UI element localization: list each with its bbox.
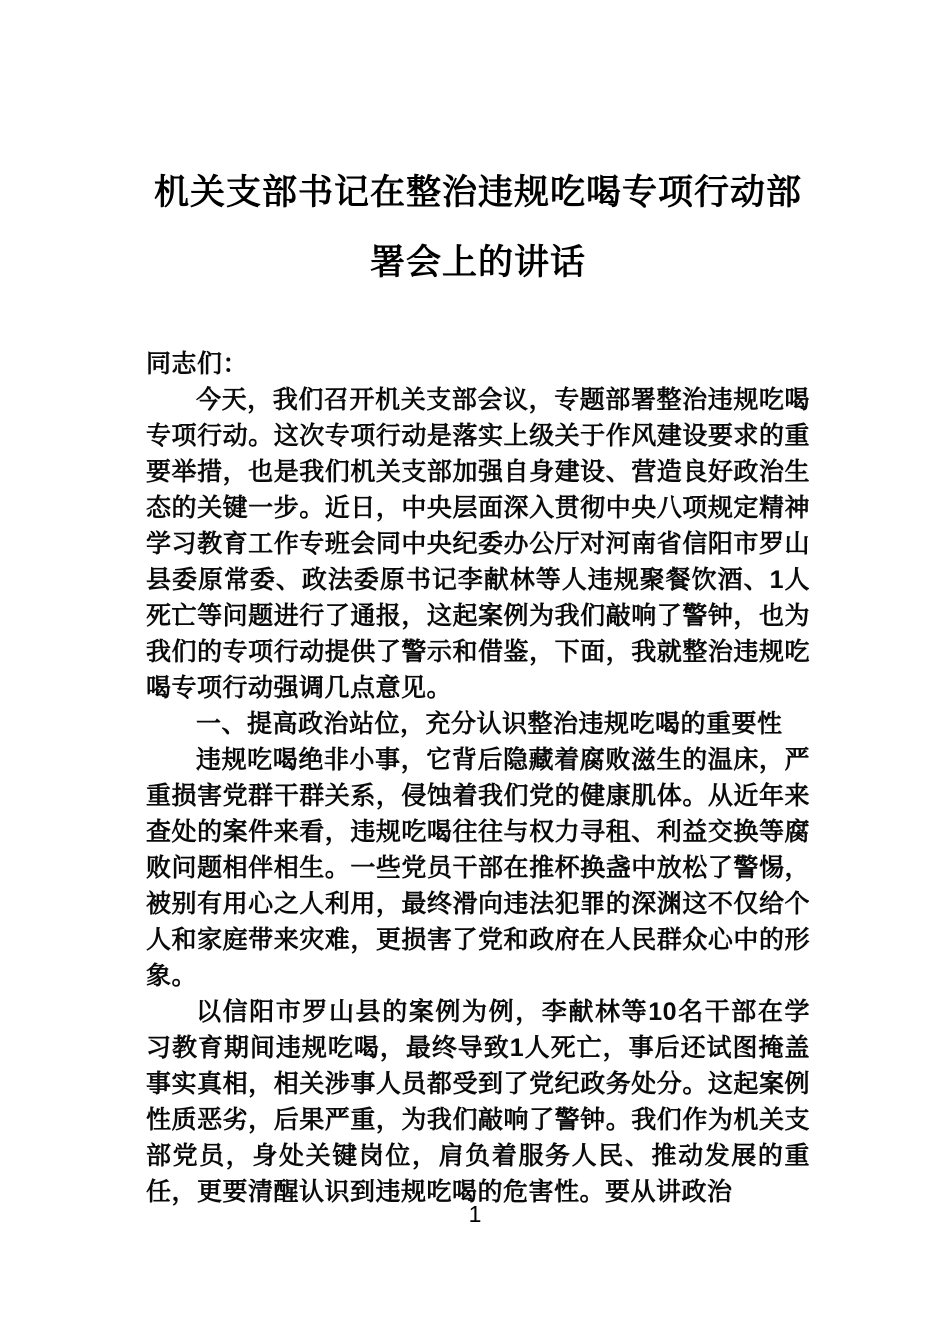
document-title bbox=[146, 158, 810, 298]
document-title-line-1: 机关支部书记在整治违规吃喝专项行动部 bbox=[153, 173, 802, 212]
salutation: 同志们： bbox=[146, 350, 249, 378]
page-number: 1 bbox=[468, 1201, 482, 1227]
paragraph-intro: 今天，我们召开机关支部会议，专题部署整治违规吃喝专项行动。这次专项行动是落实上级关于作风建设要求的重要举措，也是我们机关支部加强自身建设、营造良好政治生态的关键一步。近日，中央层面深入贯彻中央八项规定精神学习教育工作专班会同中央纪委办公厅对河南省信阳市罗山县委原常委、政法委原书记李献林等人违规聚餐饮酒、1人死亡等问题进行了通报，这起案例为我们敲响了警钟，也为我们的专项行动提供了警示和借鉴，下面，我就整治违规吃喝专项行动强调几点意见。 bbox=[146, 386, 810, 702]
document-body bbox=[146, 346, 810, 1210]
paragraph-harm: 违规吃喝绝非小事，它背后隐藏着腐败滋生的温床，严重损害党群干群关系，侵蚀着我们党的健康肌体。从近年来查处的案件来看，违规吃喝往往与权力寻租、利益交换等腐败问题相伴相生。一些党员干部在推杯换盏中放松了警惕，被别有用心之人利用，最终滑向违法犯罪的深渊这不仅给个人和家庭带来灾难，更损害了党和政府在人民群众心中的形象。 bbox=[146, 746, 810, 990]
paragraph-case-example: 以信阳市罗山县的案例为例，李献林等10名干部在学习教育期间违规吃喝，最终导致1人死亡，事后还试图掩盖事实真相，相关涉事人员都受到了党纪政务处分。这起案例性质恶劣，后果严重，为我们敲响了警钟。我们作为机关支部党员，身处关键岗位，肩负着服务人民、推动发展的重任，更要清醒认识到违规吃喝的危害性。要从讲政治 bbox=[146, 998, 810, 1206]
section-heading-1: 一、提高政治站位，充分认识整治违规吃喝的重要性 bbox=[196, 710, 783, 738]
document-title-line-2: 署会上的讲话 bbox=[369, 243, 586, 282]
